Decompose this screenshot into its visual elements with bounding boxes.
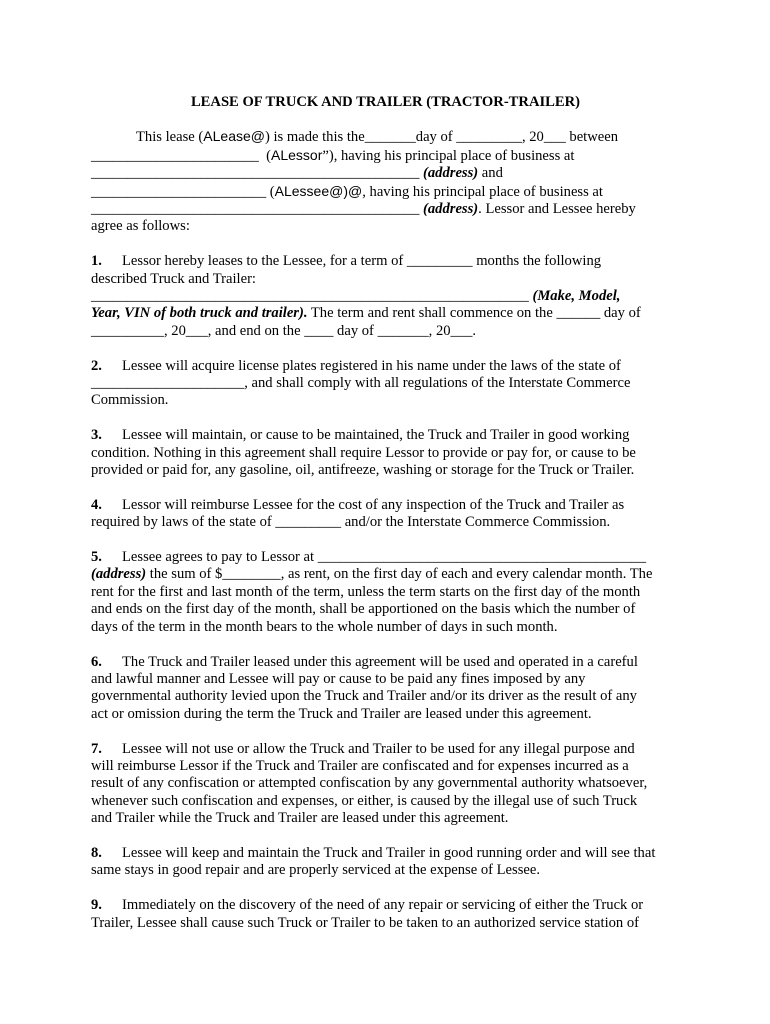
- clause-number: 6.: [91, 653, 102, 670]
- clause-line: [91, 897, 680, 914]
- intro-line: [91, 147, 680, 165]
- clause-line: and Trailer while the Truck and Trailer are leased under this agreement.: [91, 810, 509, 827]
- clause-line: [91, 549, 680, 566]
- clause-line: [91, 427, 680, 444]
- clause-line: [91, 654, 680, 671]
- clause-line: days of the term in the month bears to the whole number of days in such month.: [91, 618, 558, 635]
- intro-paragraph: [91, 128, 680, 235]
- clause-4: [91, 497, 680, 532]
- text-run: Lessee will not use or allow the Truck and Trailer to be used for any illegal purpose and: [122, 740, 635, 757]
- clause-line: [91, 845, 680, 862]
- address-label: (address): [91, 566, 147, 583]
- clause-line: and ends on the first day of the month, shall be apportioned on the basis which the number of: [91, 601, 636, 618]
- clause-6: [91, 654, 680, 724]
- clause-number: 7.: [91, 740, 102, 757]
- intro-line: [91, 183, 680, 201]
- intro-line: [91, 128, 680, 146]
- text-run: The term and rent shall commence on the ______ day of: [307, 305, 641, 322]
- intro-line: [91, 201, 680, 218]
- text-run: Immediately on the discovery of the need of any repair or servicing of either the Truck or: [122, 897, 644, 914]
- text-run: ) is made this the_______day of _________, 20___ between: [264, 129, 619, 146]
- clause-line: [91, 358, 680, 375]
- text-run: Lessor will reimburse Lessee for the cost of any inspection of the Truck and Trailer as: [122, 496, 625, 513]
- clause-line: required by laws of the state of _________ and/or the Interstate Commerce Commission.: [91, 514, 611, 531]
- text-run: Lessee will maintain, or cause to be maintained, the Truck and Trailer in good working: [122, 427, 630, 444]
- clause-line: same stays in good repair and are properly serviced at the expense of Lessee.: [91, 862, 540, 879]
- clause-7: [91, 741, 680, 828]
- document-title: LEASE OF TRUCK AND TRAILER (TRACTOR-TRAILER): [190, 94, 581, 110]
- text-run: _____________________________________________: [91, 201, 424, 218]
- clause-line: condition. Nothing in this agreement shall require Lessor to provide or pay for, or cause to be: [91, 444, 636, 461]
- clause-3: [91, 427, 680, 479]
- vehicle-details-label: Year, VIN of both truck and trailer).: [91, 305, 308, 322]
- clause-line: governmental authority levied upon the Truck and Trailer and/or its driver as the result of any: [91, 688, 637, 705]
- text-run: . Lessor and Lessee hereby: [478, 201, 636, 218]
- clause-number: 9.: [91, 897, 102, 914]
- clause-line: Trailer, Lessee shall cause such Truck or Trailer to be taken to an authorized service station of: [91, 914, 640, 931]
- text-run: the sum of $________, as rent, on the first day of each and every calendar month. The: [146, 566, 653, 583]
- clause-1: [91, 253, 680, 340]
- text-run: and: [478, 165, 503, 182]
- intro-line: [91, 165, 680, 182]
- text-run: Lessee will keep and maintain the Truck and Trailer in good running order and will see that: [122, 844, 656, 861]
- text-run: ”), having his principal place of business at: [322, 147, 575, 164]
- clause-line: and lawful manner and Lessee will pay or cause to be paid any fines imposed by any: [91, 670, 586, 687]
- intro-line: agree as follows:: [91, 218, 190, 235]
- text-run: The Truck and Trailer leased under this agreement will be used and operated in a careful: [122, 653, 638, 670]
- clause-line: rent for the first and last month of the term, unless the term starts on the first day of the month: [91, 583, 641, 600]
- text-run: ____________________________________________________________: [91, 288, 533, 305]
- clause-8: [91, 845, 680, 880]
- clause-line: [91, 253, 680, 270]
- text-run: Lessee agrees to pay to Lessor at _____________________________________________: [122, 549, 647, 566]
- clause-number: 8.: [91, 844, 102, 861]
- clause-line: Commission.: [91, 392, 169, 409]
- clause-line: [91, 566, 680, 583]
- vehicle-details-label: (Make, Model,: [532, 288, 621, 305]
- clause-line: act or omission during the term the Truck and Trailer are leased under this agreement.: [91, 705, 592, 722]
- text-run: This lease (: [136, 129, 204, 146]
- lessor-term: ALessor: [271, 146, 323, 163]
- clause-line: whenever such confiscation and expenses, or either, is caused by the illegal use of such Truck: [91, 792, 638, 809]
- text-run: _______________________ (: [91, 147, 271, 164]
- clause-number: 3.: [91, 427, 102, 444]
- text-run: _____________________________________________: [91, 165, 424, 182]
- text-run: , having his principal place of business at: [362, 183, 603, 200]
- lessee-term: ALessee@)@: [274, 182, 363, 199]
- text-run: Lessor hereby leases to the Lessee, for a term of _________ months the following: [122, 253, 602, 270]
- lease-term: ALease@: [203, 128, 265, 145]
- clause-2: [91, 358, 680, 410]
- text-run: ________________________ (: [91, 183, 275, 200]
- address-label: (address): [423, 201, 479, 218]
- clause-number: 1.: [91, 253, 102, 270]
- clause-line: __________, 20___, and end on the ____ day of _______, 20___.: [91, 322, 477, 339]
- text-run: Lessee will acquire license plates registered in his name under the laws of the state of: [122, 357, 621, 374]
- clause-9: [91, 897, 680, 932]
- clause-number: 5.: [91, 549, 102, 566]
- clause-line: [91, 741, 680, 758]
- clause-line: provided or paid for, any gasoline, oil, antifreeze, washing or storage for the Truck or Trailer.: [91, 462, 635, 479]
- clause-line: [91, 497, 680, 514]
- clause-line: [91, 305, 680, 322]
- clause-line: described Truck and Trailer:: [91, 270, 256, 287]
- clause-line: will reimburse Lessor if the Truck and Trailer are confiscated and for expenses incurred as a: [91, 757, 629, 774]
- clause-line: [91, 288, 680, 305]
- clause-line: _____________________, and shall comply with all regulations of the Interstate Commerce: [91, 375, 631, 392]
- clause-line: result of any confiscation or attempted confiscation by any governmental authority whatsoever,: [91, 775, 648, 792]
- clause-5: [91, 549, 680, 636]
- clause-number: 2.: [91, 357, 102, 374]
- clause-number: 4.: [91, 496, 102, 513]
- address-label: (address): [423, 165, 479, 182]
